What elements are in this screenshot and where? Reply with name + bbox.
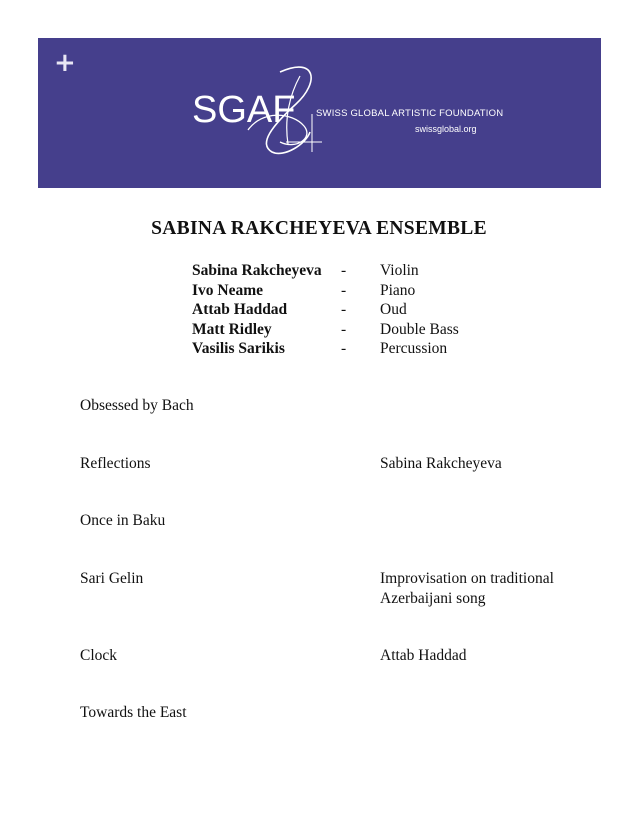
program-piece-title: Sari Gelin — [80, 570, 144, 587]
member-instrument: Double Bass — [380, 320, 459, 338]
program-piece-note: Sabina Rakcheyeva — [380, 455, 502, 472]
member-name: Vasilis Sarikis — [192, 340, 285, 357]
logo-text: SGAF — [192, 89, 296, 131]
member-name: Ivo Neame — [192, 281, 264, 299]
member-instrument: Piano — [380, 281, 416, 299]
sgaf-logo — [188, 60, 323, 155]
program-piece-title: Obsessed by Bach — [80, 397, 194, 414]
member-instrument: Violin — [380, 262, 419, 279]
foundation-url: swissglobal.org — [415, 124, 477, 134]
member-instrument: Oud — [380, 301, 407, 318]
program-piece-title: Clock — [80, 647, 118, 664]
program-piece-title: Towards the East — [80, 704, 187, 721]
program-piece-title: Once in Baku — [80, 512, 166, 529]
member-name: Matt Ridley — [192, 320, 272, 338]
program-piece-note-line2: Azerbaijani song — [380, 590, 486, 607]
member-instrument: Percussion — [380, 340, 448, 357]
member-name: Sabina Rakcheyeva — [192, 262, 322, 279]
header-banner — [38, 38, 601, 188]
program-piece-note: Attab Haddad — [380, 647, 467, 664]
plus-icon: + — [54, 48, 76, 78]
foundation-name: SWISS GLOBAL ARTISTIC FOUNDATION — [316, 108, 504, 119]
page-title: SABINA RAKCHEYEVA ENSEMBLE — [151, 218, 487, 239]
member-dash: - — [341, 281, 347, 299]
member-name: Attab Haddad — [192, 301, 288, 318]
member-dash: - — [341, 340, 347, 357]
program-piece-note: Improvisation on traditional — [380, 570, 554, 587]
member-dash: - — [341, 301, 347, 318]
member-dash: - — [341, 262, 347, 279]
member-dash: - — [341, 320, 347, 338]
program-piece-title: Reflections — [80, 455, 151, 472]
